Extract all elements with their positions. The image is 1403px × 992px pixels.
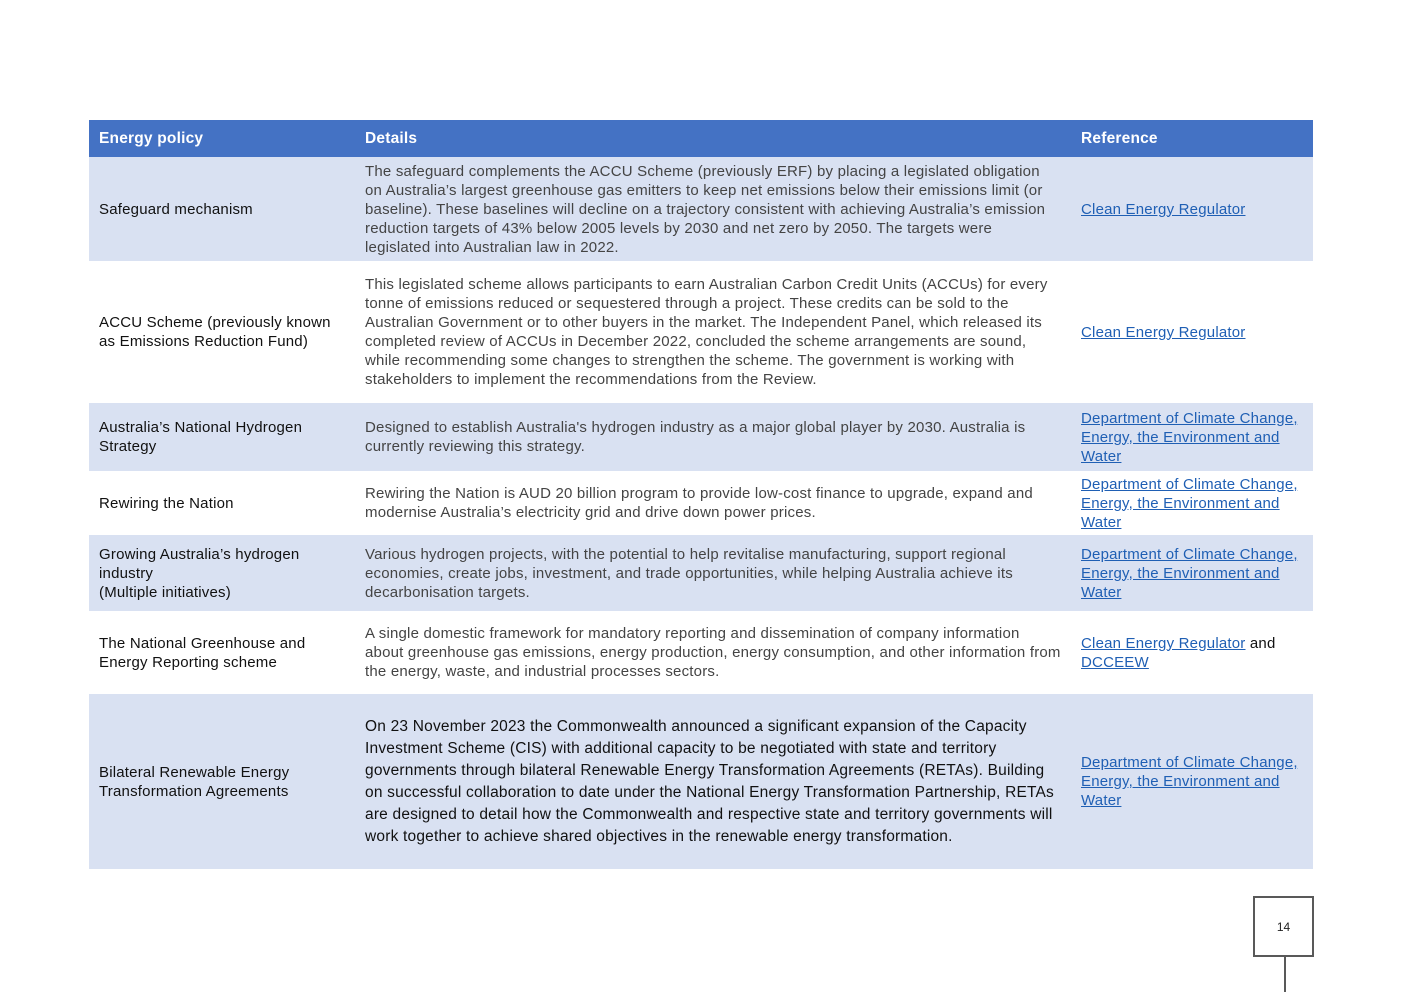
policy-name: The National Greenhouse and Energy Reporting scheme bbox=[89, 611, 355, 694]
header-energy-policy: Energy policy bbox=[89, 120, 355, 157]
table-row bbox=[89, 261, 1313, 403]
policy-name: Growing Australia’s hydrogen industry bbox=[99, 545, 300, 582]
reference-link[interactable]: Department of Climate Change, Energy, the Environment and Water bbox=[1081, 754, 1298, 809]
policy-name: ACCU Scheme (previously known as Emissions Reduction Fund) bbox=[89, 261, 355, 403]
reference-connector: and bbox=[1249, 634, 1276, 652]
reference-link[interactable]: Clean Energy Regulator bbox=[1081, 323, 1246, 341]
reference-link[interactable]: Clean Energy Regulator bbox=[1081, 200, 1246, 218]
reference-cell bbox=[1071, 694, 1313, 869]
energy-policy-table bbox=[89, 120, 1313, 869]
table-row bbox=[89, 157, 1313, 261]
reference-link-secondary[interactable]: DCCEEW bbox=[1081, 653, 1149, 671]
reference-link[interactable]: Department of Climate Change, Energy, the Environment and Water bbox=[1081, 545, 1298, 601]
table-row bbox=[89, 694, 1313, 869]
header-details: Details bbox=[355, 120, 1071, 157]
reference-cell bbox=[1071, 471, 1313, 535]
policy-details: The safeguard complements the ACCU Scheme (previously ERF) by placing a legislated obligation on Australia’s largest greenhouse gas emitters to keep net emissions below their emissions limit (or baseline). These baselines will decline on a trajectory consistent with achieving Australia’s emission reduction targets of 43% below 2005 levels by 2030 and net zero by 2050. The targets were legislated into Australian law in 2022. bbox=[355, 157, 1071, 261]
table-row bbox=[89, 535, 1313, 611]
header-reference: Reference bbox=[1071, 120, 1313, 157]
table-row bbox=[89, 403, 1313, 471]
reference-cell bbox=[1071, 403, 1313, 471]
table-row bbox=[89, 611, 1313, 694]
policy-details: On 23 November 2023 the Commonwealth announced a significant expansion of the Capacity Investment Scheme (CIS) with additional capacity to be negotiated with state and territory governments through bilateral Renewable Energy Transformation Agreements (RETAs). Building on successful collaboration to date under the National Energy Transformation Partnership, RETAs are designed to detail how the Commonwealth and respective state and territory governments will work together to achieve shared objectives in the renewable energy transformation. bbox=[355, 694, 1071, 869]
policy-details: Designed to establish Australia's hydrogen industry as a major global player by 2030. Australia is currently reviewing this strategy. bbox=[355, 403, 1071, 471]
reference-cell bbox=[1071, 157, 1313, 261]
policy-details: Rewiring the Nation is AUD 20 billion program to provide low-cost finance to upgrade, expand and modernise Australia’s electricity grid and drive down power prices. bbox=[355, 471, 1071, 535]
policy-details: A single domestic framework for mandatory reporting and dissemination of company information about greenhouse gas emissions, energy production, energy consumption, and other information from the energy, waste, and industrial processes sectors. bbox=[355, 611, 1071, 694]
policy-name: Rewiring the Nation bbox=[89, 471, 355, 535]
table-row bbox=[89, 471, 1313, 535]
reference-cell bbox=[1071, 535, 1313, 611]
policy-details: This legislated scheme allows participants to earn Australian Carbon Credit Units (ACCUs) for every tonne of emissions reduced or sequestered through a project. These credits can be sold to the Australian Government or to other buyers in the market. The Independent Panel, which released its completed review of ACCUs in December 2022, concluded the scheme arrangements are sound, while recommending some changes to strengthen the scheme. The government is working with stakeholders to implement the recommendations from the Review. bbox=[355, 261, 1071, 403]
reference-cell bbox=[1071, 611, 1313, 694]
policy-name: Bilateral Renewable Energy Transformation Agreements bbox=[89, 694, 355, 869]
reference-cell bbox=[1071, 261, 1313, 403]
policy-details: Various hydrogen projects, with the potential to help revitalise manufacturing, support regional economies, create jobs, investment, and trade opportunities, while helping Australia achieve its decarbonisation targets. bbox=[355, 535, 1071, 611]
page-number: 14 bbox=[1276, 919, 1291, 934]
reference-link[interactable]: Department of Climate Change, Energy, the Environment and Water bbox=[1081, 409, 1298, 465]
policy-note: (Multiple initiatives) bbox=[99, 583, 231, 601]
policy-name: Safeguard mechanism bbox=[89, 157, 355, 261]
table-header-row bbox=[89, 120, 1313, 157]
page-number-connector-line bbox=[1284, 957, 1286, 992]
page-number-box bbox=[1253, 896, 1314, 957]
reference-link[interactable]: Clean Energy Regulator bbox=[1081, 634, 1246, 652]
policy-name-cell bbox=[89, 535, 355, 611]
reference-link[interactable]: Department of Climate Change, Energy, the Environment and Water bbox=[1081, 475, 1298, 531]
policy-name: Australia’s National Hydrogen Strategy bbox=[89, 403, 355, 471]
